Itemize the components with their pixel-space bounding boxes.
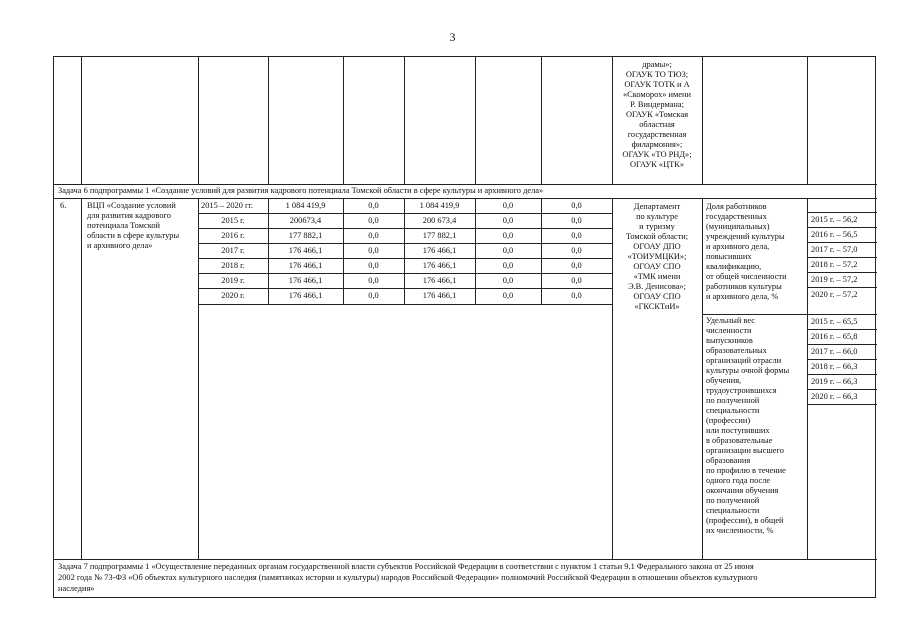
responsible-org: ОГАУК ТОТК и А — [624, 80, 690, 89]
indicator-text: специальности — [706, 406, 760, 415]
funding-period: 2020 г. — [221, 291, 245, 300]
responsible-org: ОГАУК ТО ТЮЗ; — [625, 70, 689, 79]
funding-local: 0,0 — [502, 231, 514, 240]
task6-name: области в сфере культуры — [87, 231, 180, 240]
funding-total: 1 084 419,9 — [285, 201, 326, 210]
grid-line — [807, 257, 877, 258]
grid-line — [702, 57, 703, 184]
grid-line — [475, 57, 476, 184]
funding-extra: 0,0 — [571, 231, 582, 240]
indicator-text: образования — [706, 456, 751, 465]
responsible-org: ОГОАУ СПО — [633, 262, 681, 271]
funding-total: 176 466,1 — [288, 246, 323, 255]
indicator-text: организаций отрасли — [706, 356, 782, 365]
funding-local: 0,0 — [502, 201, 514, 210]
indicator-text: (профессии) — [706, 416, 751, 425]
funding-local: 0,0 — [502, 261, 514, 270]
responsible-org: драмы»; — [642, 60, 672, 69]
indicator-text: их численности, % — [706, 526, 774, 535]
grid-line — [54, 559, 877, 560]
indicator-value: 2015 г. – 56,2 — [811, 215, 858, 224]
responsible-org: Р. Виндермана; — [630, 100, 684, 109]
page-number: 3 — [449, 30, 456, 44]
grid-line — [807, 227, 877, 228]
indicator-value: 2019 г. – 57,2 — [811, 275, 858, 284]
grid-line — [198, 273, 612, 274]
funding-period: 2015 г. — [221, 216, 245, 225]
grid-line — [198, 243, 612, 244]
grid-line — [807, 389, 877, 390]
indicator-text: государственных — [706, 212, 767, 221]
grid-line — [702, 198, 703, 559]
funding-federal: 0,0 — [368, 201, 379, 210]
grid-line — [198, 304, 612, 305]
grid-line — [807, 374, 877, 375]
responsible-org: и туризму — [639, 222, 675, 231]
funding-regional: 176 466,1 — [422, 276, 457, 285]
grid-line — [81, 57, 82, 184]
indicator-text: и архивного дела, — [706, 242, 770, 251]
program-table — [53, 56, 876, 598]
grid-line — [198, 213, 612, 214]
responsible-org: ОГАУК «ТО РНД»; — [622, 150, 692, 159]
indicator-text: Удельный вес — [706, 316, 755, 325]
responsible-org: ОГАУК «Томская — [625, 110, 689, 119]
indicator-text: трудоустроившихся — [706, 386, 777, 395]
responsible-org: по культуре — [636, 212, 678, 221]
indicator-text: или поступивших — [706, 426, 770, 435]
responsible-org: «ТОИУМЦКИ»; — [627, 252, 687, 261]
responsible-org: филармония»; — [631, 140, 683, 149]
grid-line — [807, 404, 877, 405]
task6-name: для развития кадрового — [87, 211, 171, 220]
task7-heading: 2002 года № 73-ФЗ «Об объектах культурного наследия (памятниках истории и культуры) народов Российской Федерации» полномочий Российской Федерации в отношении объектов культурного — [58, 573, 758, 582]
indicator-text: Доля работников — [706, 202, 767, 211]
funding-period: 2018 г. — [221, 261, 245, 270]
grid-line — [54, 184, 877, 185]
indicator-text: организации высшего — [706, 446, 784, 455]
funding-period: 2016 г. — [221, 231, 245, 240]
funding-federal: 0,0 — [368, 216, 379, 225]
funding-total: 176 466,1 — [288, 261, 323, 270]
grid-line — [807, 198, 808, 559]
task6-name: потенциала Томской — [87, 221, 161, 230]
responsible-org: «Скоморох» имени — [622, 90, 692, 99]
responsible-org: ОГОАУ СПО — [633, 292, 681, 301]
indicator-text: обучения, — [706, 376, 742, 385]
grid-line — [807, 329, 877, 330]
funding-federal: 0,0 — [368, 246, 379, 255]
funding-federal: 0,0 — [368, 231, 379, 240]
indicator-text: одного года после — [706, 476, 771, 485]
funding-extra: 0,0 — [571, 201, 582, 210]
responsible-org: ОГАУК «ЦТК» — [629, 160, 685, 169]
funding-federal: 0,0 — [368, 291, 379, 300]
indicator-text: по полученной — [706, 496, 760, 505]
funding-total: 177 882,1 — [288, 231, 323, 240]
funding-local: 0,0 — [502, 246, 514, 255]
funding-extra: 0,0 — [571, 246, 582, 255]
funding-regional: 176 466,1 — [422, 246, 457, 255]
funding-regional: 176 466,1 — [422, 291, 457, 300]
indicator-value: 2015 г. – 65,5 — [811, 317, 858, 326]
grid-line — [807, 287, 877, 288]
grid-line — [807, 272, 877, 273]
task6-number: 6. — [60, 201, 67, 210]
indicator-text: учреждений культуры — [706, 232, 785, 241]
indicator-value: 2017 г. – 57,0 — [811, 245, 858, 254]
funding-extra: 0,0 — [571, 261, 582, 270]
funding-federal: 0,0 — [368, 261, 379, 270]
indicator-value: 2016 г. – 65,8 — [811, 332, 858, 341]
funding-period: 2015 – 2020 гг. — [201, 201, 253, 210]
grid-line — [343, 57, 344, 184]
funding-regional: 176 466,1 — [422, 261, 457, 270]
grid-line — [54, 198, 877, 199]
grid-line — [198, 258, 612, 259]
grid-line — [198, 288, 612, 289]
indicator-text: образовательных — [706, 346, 767, 355]
funding-local: 0,0 — [502, 216, 514, 225]
funding-total: 200673,4 — [289, 216, 322, 225]
indicator-text: по профилю в течение — [706, 466, 786, 475]
indicator-text: выпускников — [706, 336, 753, 345]
task7-heading: наследия» — [58, 584, 95, 593]
indicator-text: специальности — [706, 506, 760, 515]
grid-line — [807, 242, 877, 243]
responsible-org: государственная — [627, 130, 687, 139]
grid-line — [702, 314, 877, 315]
responsible-org: «ТМК имени — [633, 272, 681, 281]
indicator-value: 2016 г. – 56,5 — [811, 230, 858, 239]
indicator-value: 2018 г. – 66,3 — [811, 362, 858, 371]
indicator-text: (муниципальных) — [706, 222, 770, 231]
indicator-text: численности — [706, 326, 752, 335]
grid-line — [268, 57, 269, 184]
indicator-text: и архивного дела, % — [706, 292, 779, 301]
funding-period: 2017 г. — [221, 246, 245, 255]
responsible-org: Э.В. Денисова»; — [628, 282, 686, 291]
task6-heading: Задача 6 подпрограммы 1 «Создание условий для развития кадрового потенциала Томской области в сфере культуры и архивного дела» — [58, 186, 544, 195]
grid-line — [807, 359, 877, 360]
task6-name: ВЦП «Создание условий — [87, 201, 176, 210]
indicator-value: 2019 г. – 66,3 — [811, 377, 858, 386]
funding-extra: 0,0 — [571, 216, 582, 225]
indicator-value: 2017 г. – 66,0 — [811, 347, 858, 356]
grid-line — [807, 344, 877, 345]
grid-line — [198, 57, 199, 184]
grid-line — [81, 198, 82, 559]
funding-local: 0,0 — [502, 276, 514, 285]
grid-line — [807, 212, 877, 213]
indicator-value: 2020 г. – 57,2 — [811, 290, 858, 299]
responsible-org: Департамент — [633, 202, 681, 211]
grid-line — [404, 57, 405, 184]
indicator-text: окончания обучения — [706, 486, 779, 495]
funding-extra: 0,0 — [571, 276, 582, 285]
funding-regional: 177 882,1 — [422, 231, 457, 240]
funding-extra: 0,0 — [571, 291, 582, 300]
responsible-org: «ГКСКТиИ» — [634, 302, 680, 311]
indicator-text: повысивших — [706, 252, 752, 261]
indicator-value: 2018 г. – 57,2 — [811, 260, 858, 269]
indicator-text: по полученной — [706, 396, 760, 405]
task7-heading: Задача 7 подпрограммы 1 «Осуществление переданных органам государственной власти субъектов Российской Федерации в соответствии с пунктом 1 статьи 9.1 Федерального закона от 25 июня — [58, 562, 754, 571]
funding-federal: 0,0 — [368, 276, 379, 285]
funding-regional: 200 673,4 — [422, 216, 457, 225]
indicator-text: работников культуры — [706, 282, 782, 291]
indicator-text: (профессии), в общей — [706, 516, 784, 525]
grid-line — [198, 228, 612, 229]
responsible-org: областная — [639, 120, 675, 129]
funding-period: 2019 г. — [221, 276, 245, 285]
funding-total: 176 466,1 — [288, 276, 323, 285]
grid-line — [807, 57, 808, 184]
funding-local: 0,0 — [502, 291, 514, 300]
grid-line — [541, 57, 542, 184]
indicator-text: квалификацию, — [706, 262, 762, 271]
responsible-org: ОГОАУ ДПО — [633, 242, 681, 251]
indicator-text: культуры очной формы — [706, 366, 790, 375]
funding-regional: 1 084 419,9 — [419, 201, 460, 210]
responsible-org: Томской области; — [625, 232, 689, 241]
indicator-value: 2020 г. – 66,3 — [811, 392, 858, 401]
indicator-text: в образовательные — [706, 436, 773, 445]
task6-name: и архивного дела» — [87, 241, 153, 250]
indicator-text: от общей численности — [706, 272, 787, 281]
funding-total: 176 466,1 — [288, 291, 323, 300]
